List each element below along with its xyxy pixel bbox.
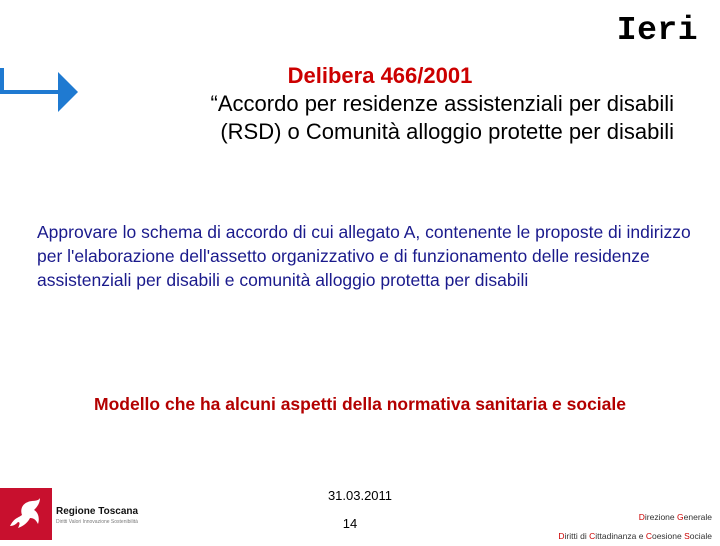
slide-subtitle: “Accordo per residenze assistenziali per disabili (RSD) o Comunità alloggio protette per disabili [210,91,674,144]
emphasis-text: Modello che ha alcuni aspetti della normativa sanitaria e sociale [94,394,626,414]
arrow-right-icon [0,66,80,126]
logo-name: Regione Toscana [56,506,139,517]
page-number: 14 [342,516,358,531]
slide-title: Delibera 466/2001 [287,63,473,88]
corner-title: Ieri [616,12,698,49]
department-line-2: Diritti di Cittadinanza e Coesione Sociale [558,531,712,541]
logo-tagline: Diritti Valori Innovazione Sostenibilità [56,519,138,525]
footer-date: 31.03.2011 [327,488,393,503]
regione-toscana-logo [0,488,170,540]
department-line-1: Direzione Generale [638,512,712,522]
body-paragraph: Approvare lo schema di accordo di cui allegato A, contenente le proposte di indirizzo per l'elaborazione dell'assetto organizzativo e di funzionamento delle residenze assistenziali per disabili e comunità alloggio protetta per disabili [37,222,691,290]
slide-heading [80,62,680,146]
pegasus-logo-icon [0,488,52,540]
department-name [558,508,712,546]
